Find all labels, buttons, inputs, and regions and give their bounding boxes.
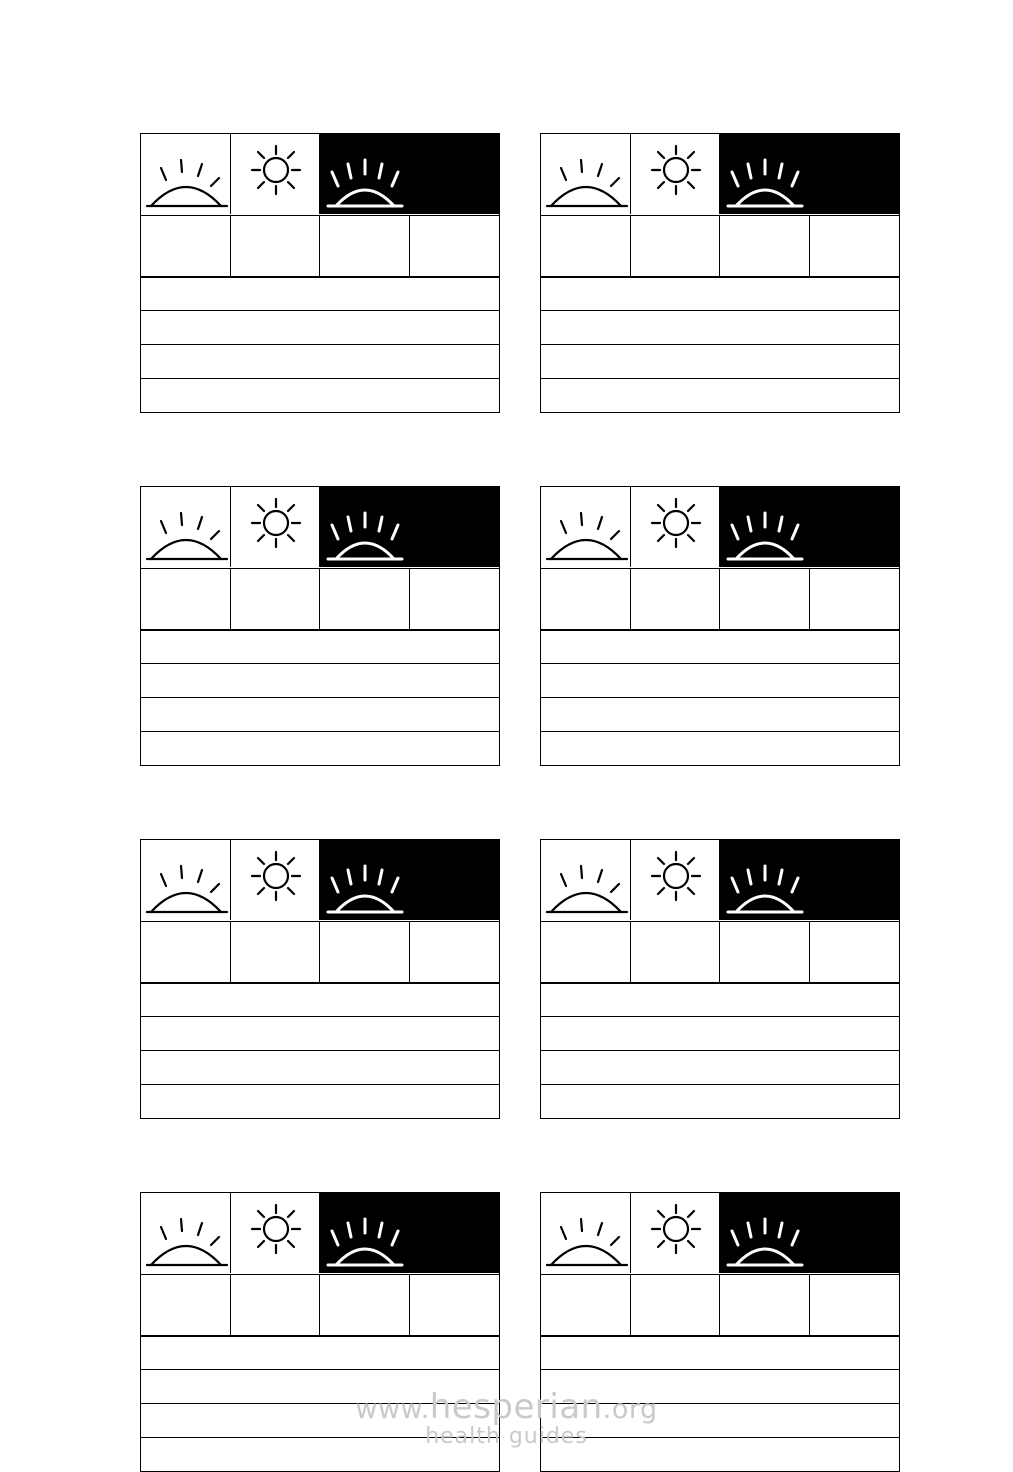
time-of-day-header — [140, 133, 500, 215]
sunset-icon — [720, 487, 810, 567]
checkbox-row — [540, 568, 900, 630]
checkbox-cell-night[interactable] — [410, 1275, 500, 1335]
checkbox-cell-morning[interactable] — [141, 1275, 231, 1335]
sunset-icon — [320, 1193, 410, 1273]
checkbox-cell-evening[interactable] — [320, 216, 410, 276]
write-line[interactable] — [540, 379, 900, 413]
sunset-icon — [320, 840, 410, 920]
sunset-icon — [720, 840, 810, 920]
card-grid — [140, 133, 900, 1472]
checkbox-cell-midday[interactable] — [631, 1275, 721, 1335]
sun-icon — [231, 840, 321, 920]
checkbox-cell-midday[interactable] — [631, 216, 721, 276]
write-line[interactable] — [140, 1017, 500, 1051]
checkbox-cell-night[interactable] — [810, 569, 900, 629]
schedule-card — [540, 839, 900, 1119]
write-line[interactable] — [540, 277, 900, 311]
sun-icon — [231, 487, 321, 567]
schedule-card — [140, 133, 500, 413]
write-line[interactable] — [540, 311, 900, 345]
checkbox-row — [540, 1274, 900, 1336]
sunrise-icon — [541, 487, 631, 567]
write-line[interactable] — [140, 1336, 500, 1370]
checkbox-row — [540, 921, 900, 983]
footer-logo — [0, 1387, 1013, 1449]
write-line[interactable] — [140, 983, 500, 1017]
checkbox-row — [540, 215, 900, 277]
time-of-day-header — [540, 133, 900, 215]
checkbox-cell-evening[interactable] — [720, 216, 810, 276]
sunset-icon — [320, 487, 410, 567]
checkbox-cell-evening[interactable] — [720, 569, 810, 629]
checkbox-cell-evening[interactable] — [320, 922, 410, 982]
write-line[interactable] — [140, 732, 500, 766]
write-line[interactable] — [140, 379, 500, 413]
checkbox-cell-midday[interactable] — [231, 569, 321, 629]
sun-icon — [631, 1193, 721, 1273]
time-of-day-header — [540, 1192, 900, 1274]
checkbox-row — [140, 568, 500, 630]
checkbox-row — [140, 215, 500, 277]
write-line[interactable] — [540, 630, 900, 664]
moon-icon — [410, 1193, 500, 1273]
time-of-day-header — [140, 839, 500, 921]
time-of-day-header — [140, 1192, 500, 1274]
checkbox-cell-morning[interactable] — [541, 216, 631, 276]
time-of-day-header — [140, 486, 500, 568]
checkbox-cell-evening[interactable] — [720, 1275, 810, 1335]
footer-url-suffix: .org — [602, 1394, 658, 1425]
footer-url-prefix: www. — [355, 1394, 430, 1425]
write-line[interactable] — [140, 630, 500, 664]
checkbox-cell-morning[interactable] — [541, 1275, 631, 1335]
write-line[interactable] — [540, 1051, 900, 1085]
write-line[interactable] — [540, 983, 900, 1017]
write-line[interactable] — [540, 664, 900, 698]
checkbox-cell-night[interactable] — [410, 569, 500, 629]
moon-icon — [810, 1193, 900, 1273]
checkbox-cell-midday[interactable] — [231, 1275, 321, 1335]
sun-icon — [631, 840, 721, 920]
write-line[interactable] — [540, 698, 900, 732]
moon-icon — [410, 840, 500, 920]
checkbox-cell-evening[interactable] — [320, 1275, 410, 1335]
checkbox-row — [140, 921, 500, 983]
write-line[interactable] — [140, 1051, 500, 1085]
write-line[interactable] — [140, 698, 500, 732]
checkbox-cell-evening[interactable] — [720, 922, 810, 982]
checkbox-row — [140, 1274, 500, 1336]
write-line[interactable] — [140, 277, 500, 311]
sun-icon — [231, 1193, 321, 1273]
write-line[interactable] — [540, 1085, 900, 1119]
moon-icon — [810, 487, 900, 567]
sunrise-icon — [141, 1193, 231, 1273]
checkbox-cell-night[interactable] — [810, 216, 900, 276]
write-line[interactable] — [140, 1085, 500, 1119]
checkbox-cell-morning[interactable] — [141, 569, 231, 629]
schedule-card — [540, 486, 900, 766]
schedule-card — [140, 486, 500, 766]
time-of-day-header — [540, 486, 900, 568]
sunrise-icon — [541, 840, 631, 920]
time-of-day-header — [540, 839, 900, 921]
write-line[interactable] — [140, 664, 500, 698]
schedule-card — [140, 839, 500, 1119]
write-line[interactable] — [140, 311, 500, 345]
footer-brand: hesperian — [429, 1387, 603, 1427]
footer-tagline: health guides — [425, 1423, 588, 1449]
checkbox-cell-night[interactable] — [810, 922, 900, 982]
moon-icon — [810, 134, 900, 214]
sunset-icon — [720, 134, 810, 214]
write-line[interactable] — [540, 345, 900, 379]
checkbox-cell-night[interactable] — [410, 216, 500, 276]
checkbox-cell-midday[interactable] — [631, 922, 721, 982]
checkbox-cell-midday[interactable] — [231, 922, 321, 982]
sunset-icon — [320, 134, 410, 214]
schedule-card — [540, 133, 900, 413]
sun-icon — [231, 134, 321, 214]
write-line[interactable] — [540, 1017, 900, 1051]
sunset-icon — [720, 1193, 810, 1273]
sunrise-icon — [141, 487, 231, 567]
moon-icon — [410, 487, 500, 567]
checkbox-cell-midday[interactable] — [231, 216, 321, 276]
checkbox-cell-morning[interactable] — [141, 216, 231, 276]
checkbox-cell-morning[interactable] — [541, 569, 631, 629]
write-line[interactable] — [540, 1336, 900, 1370]
checkbox-cell-night[interactable] — [810, 1275, 900, 1335]
sun-icon — [631, 134, 721, 214]
moon-icon — [810, 840, 900, 920]
write-line[interactable] — [140, 345, 500, 379]
write-line[interactable] — [540, 732, 900, 766]
sunrise-icon — [541, 134, 631, 214]
sunrise-icon — [141, 840, 231, 920]
moon-icon — [410, 134, 500, 214]
sun-icon — [631, 487, 721, 567]
sunrise-icon — [141, 134, 231, 214]
checkbox-cell-morning[interactable] — [141, 922, 231, 982]
checkbox-cell-night[interactable] — [410, 922, 500, 982]
checkbox-cell-midday[interactable] — [631, 569, 721, 629]
checkbox-cell-evening[interactable] — [320, 569, 410, 629]
checkbox-cell-morning[interactable] — [541, 922, 631, 982]
sunrise-icon — [541, 1193, 631, 1273]
